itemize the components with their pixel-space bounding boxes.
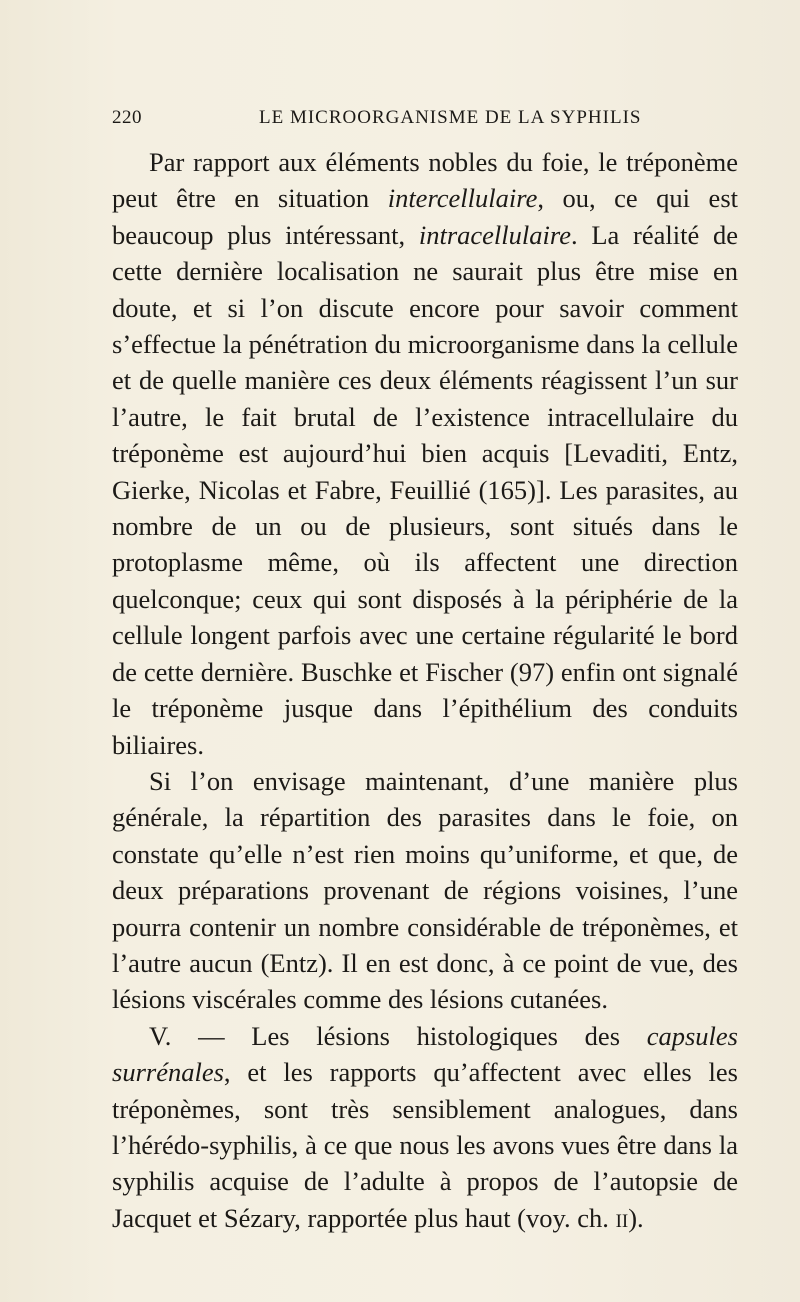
chapter-ref: ii xyxy=(615,1202,629,1233)
italic-term: intracellulaire xyxy=(418,219,571,250)
paragraph-3 xyxy=(112,1018,738,1236)
paragraph-1 xyxy=(112,144,738,763)
text-run: , et les rapports qu’affectent avec elles les tréponèmes, sont très sensiblement analogues, dans l’hérédo-syphilis, à ce que nous les avons vues être dans la syphilis acquise de l’adulte à propos de l’autopsie de Jacquet et Sézary, rapportée plus haut (voy. ch. xyxy=(112,1057,738,1233)
page-number: 220 xyxy=(112,107,142,128)
text-run: . La réalité de cette dernière localisation ne saurait plus être mise en doute, et si l’on discute encore pour savoir comment s’effectue la pénétration du microorganisme dans la cellule et de quelle manière ces deux éléments réagissent l’un sur l’autre, le fait brutal de l’existence intracellulaire du tréponème est aujourd’hui bien acquis [Levaditi, Entz, Gierke, Nicolas et Fabre, Feuillié (165)]. Les parasites, au nombre de un ou de plusieurs, sont situés dans le protoplasme même, où ils affectent une direction quelconque; ceux qui sont disposés à la périphérie de la cellule longent parfois avec une certaine régularité le bord de cette dernière. Buschke et Fischer (97) enfin ont signalé le tréponème jusque dans l’épithélium des conduits biliaires. xyxy=(112,219,738,760)
text-run: , ou, ce qui est beaucoup plus intéressant, xyxy=(112,183,738,250)
text-run: Si l’on envisage maintenant, d’une manière plus générale, la répartition des parasites dans le foie, on constate qu’elle n’est rien moins qu’uniforme, et que, de deux préparations provenant de régions voisines, l’une pourra contenir un nombre considérable de tréponèmes, et l’autre aucun (Entz). Il en est donc, à ce point de vue, des lésions viscérales comme des lésions cutanées. xyxy=(112,765,738,1015)
body-text xyxy=(112,144,738,1236)
text-run: ). xyxy=(628,1202,644,1233)
page-header xyxy=(112,107,722,137)
italic-term: intercellulaire xyxy=(387,183,538,214)
italic-term: capsules surrénales xyxy=(112,1020,738,1088)
text-run: Par rapport aux éléments nobles du foie, le tréponème peut être en situation xyxy=(112,147,738,214)
running-title: LE MICROORGANISME DE LA SYPHILIS xyxy=(259,107,642,128)
paragraph-2 xyxy=(112,763,738,1018)
text-run: V. — Les lésions histologiques des xyxy=(149,1020,647,1051)
